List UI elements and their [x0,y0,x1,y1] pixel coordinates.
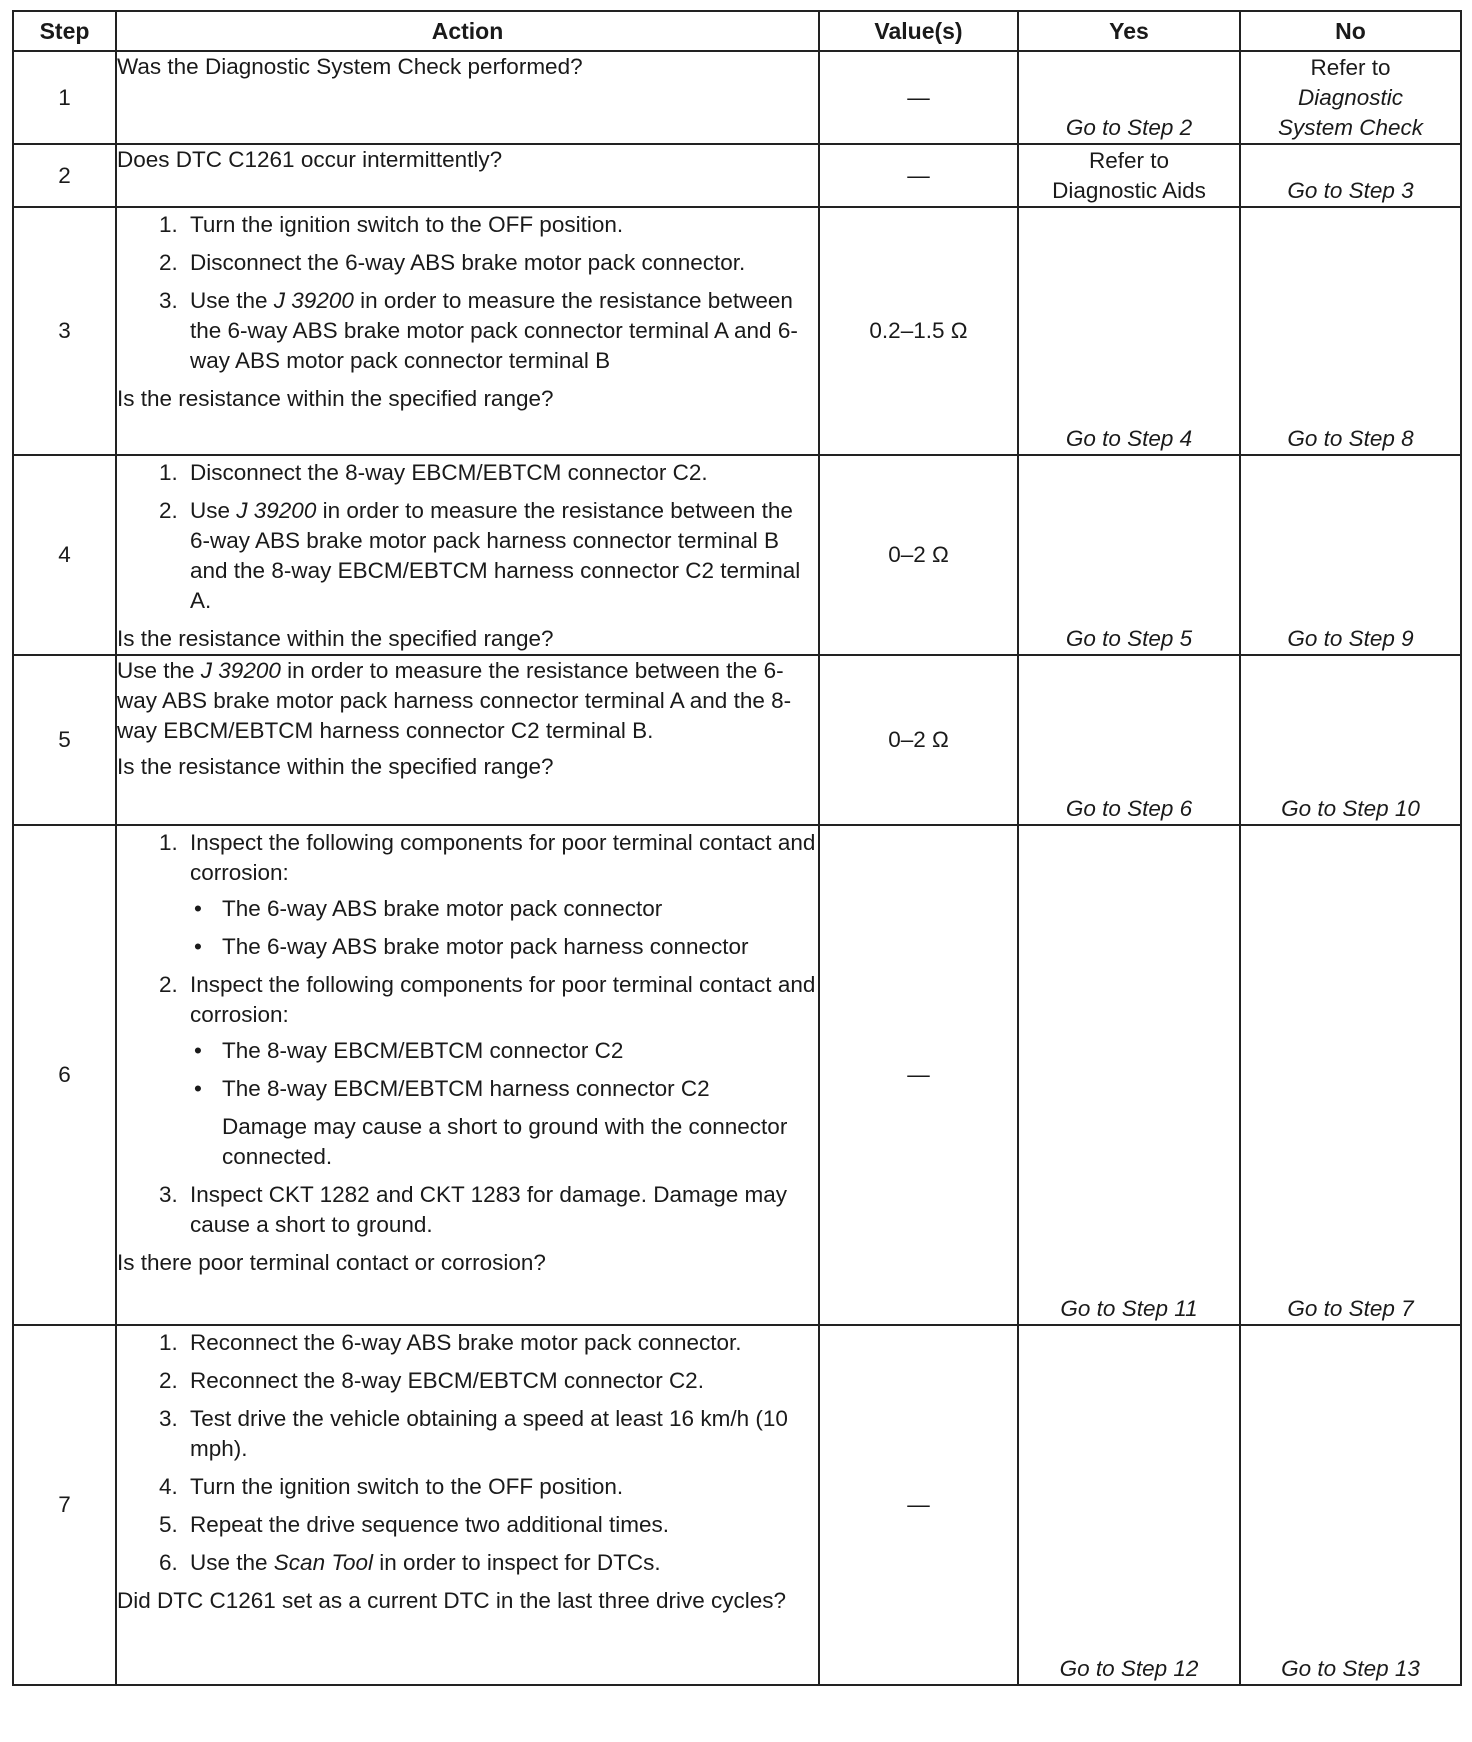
procedure-item: 2. Inspect the following components for poor terminal contact and corrosion: • The 8-way EBCM/EBTCM connector C2 • The 8-way EBCM/EBTCM harness connector C2 Damage may cause a short to ground with the connector connected. [184,970,818,1172]
procedure-item: 1. Inspect the following components for poor terminal contact and corrosion: • The 6-way ABS brake motor pack connector • The 6-way ABS brake motor pack harness connector [184,828,818,962]
yes-cell[interactable]: Go to Step 2 [1018,51,1240,144]
table-row [13,51,1461,144]
header-value: Value(s) [819,11,1018,51]
procedure-item: 1. Reconnect the 6-way ABS brake motor pack connector. [184,1328,818,1358]
header-step: Step [13,11,116,51]
diagnostic-table [12,10,1462,1686]
procedure-item: 2. Reconnect the 8-way EBCM/EBTCM connector C2. [184,1366,818,1396]
no-text: Diagnostic [1297,85,1404,110]
table-row [13,455,1461,655]
action-cell [116,825,819,1325]
yes-cell[interactable]: Go to Step 6 [1018,655,1240,825]
value-cell: — [819,825,1018,1325]
yes-cell[interactable]: Go to Step 4 [1018,207,1240,455]
value-cell: — [819,1325,1018,1685]
procedure-item: 1. Turn the ignition switch to the OFF position. [184,210,818,240]
no-cell[interactable]: Go to Step 3 [1240,144,1461,207]
no-text: Refer to [1310,55,1391,80]
table-row [13,825,1461,1325]
no-cell[interactable]: Go to Step 13 [1240,1325,1461,1685]
step-number: 1 [13,51,116,144]
yes-text: Refer to [1088,148,1170,173]
value-cell: 0.2–1.5 Ω [819,207,1018,455]
component-item: • The 8-way EBCM/EBTCM connector C2 [194,1038,624,1063]
component-item: • The 6-way ABS brake motor pack harness connector [194,934,749,959]
no-cell[interactable] [1240,51,1461,144]
step-number: 3 [13,207,116,455]
procedure-item: 3. Test drive the vehicle obtaining a speed at least 16 km/h (10 mph). [184,1404,818,1464]
procedure-item: 2. Use J 39200 in order to measure the resistance between the 6-way ABS brake motor pack harness connector terminal B and the 8-way EBCM/EBTCM harness connector C2 terminal A. [184,496,818,616]
procedure-item: 3. Inspect CKT 1282 and CKT 1283 for damage. Damage may cause a short to ground. [184,1180,818,1240]
value-cell: — [819,51,1018,144]
component-item: • The 6-way ABS brake motor pack connector [194,896,663,921]
step-number: 6 [13,825,116,1325]
procedure-item: 3. Use the J 39200 in order to measure the resistance between the 6-way ABS brake motor pack connector terminal A and 6-way ABS motor pack connector terminal B [184,286,818,376]
table-row [13,207,1461,455]
yes-text: Diagnostic Aids [1052,178,1206,203]
tool-name: J 39200 [273,288,354,313]
procedure-item: 6. Use the Scan Tool in order to inspect for DTCs. [184,1548,818,1578]
step-number: 2 [13,144,116,207]
no-cell[interactable]: Go to Step 9 [1240,455,1461,655]
action-question: Did DTC C1261 set as a current DTC in the last three drive cycles? [117,1588,787,1613]
action-question: Is the resistance within the specified range? [117,754,554,779]
procedure-item: 4. Turn the ignition switch to the OFF position. [184,1472,818,1502]
table-header-row [13,11,1461,51]
procedure-list [117,828,818,1240]
procedure-item: 5. Repeat the drive sequence two additional times. [184,1510,818,1540]
header-no: No [1240,11,1461,51]
table-row [13,655,1461,825]
procedure-list [117,1328,818,1578]
yes-cell[interactable]: Go to Step 11 [1018,825,1240,1325]
action-text: Use the J 39200 in order to measure the resistance between the 6-way ABS brake motor pack harness connector terminal A and the 8-way EBCM/EBTCM harness connector C2 terminal B. [117,658,792,743]
no-cell[interactable]: Go to Step 8 [1240,207,1461,455]
action-cell [116,144,819,207]
component-item: • The 8-way EBCM/EBTCM harness connector C2 [194,1076,710,1101]
procedure-item: 1. Disconnect the 8-way EBCM/EBTCM connector C2. [184,458,818,488]
action-cell [116,1325,819,1685]
step-number: 5 [13,655,116,825]
header-yes: Yes [1018,11,1240,51]
action-question: Is the resistance within the specified range? [117,626,554,651]
tool-name: Scan Tool [273,1550,374,1575]
step-number: 7 [13,1325,116,1685]
action-question: Does DTC C1261 occur intermittently? [117,147,503,172]
value-cell: — [819,144,1018,207]
yes-cell[interactable] [1018,144,1240,207]
damage-note: Damage may cause a short to ground with the connector connected. [222,1114,788,1169]
procedure-list [117,458,818,616]
action-question: Is the resistance within the specified range? [117,386,554,411]
table-row [13,144,1461,207]
tool-name: J 39200 [236,498,317,523]
yes-cell[interactable]: Go to Step 5 [1018,455,1240,655]
component-list [190,1036,818,1104]
value-cell: 0–2 Ω [819,655,1018,825]
component-list [190,894,818,962]
step-number: 4 [13,455,116,655]
tool-name: J 39200 [200,658,281,683]
action-question: Was the Diagnostic System Check performed? [117,54,583,79]
yes-cell[interactable]: Go to Step 12 [1018,1325,1240,1685]
no-cell[interactable]: Go to Step 10 [1240,655,1461,825]
action-cell [116,655,819,825]
procedure-list [117,210,818,376]
action-question: Is there poor terminal contact or corrosion? [117,1250,546,1275]
value-cell: 0–2 Ω [819,455,1018,655]
table-row [13,1325,1461,1685]
action-cell [116,51,819,144]
action-cell [116,455,819,655]
no-text: System Check [1277,115,1424,140]
header-action: Action [116,11,819,51]
procedure-item: 2. Disconnect the 6-way ABS brake motor pack connector. [184,248,818,278]
no-cell[interactable]: Go to Step 7 [1240,825,1461,1325]
action-cell [116,207,819,455]
